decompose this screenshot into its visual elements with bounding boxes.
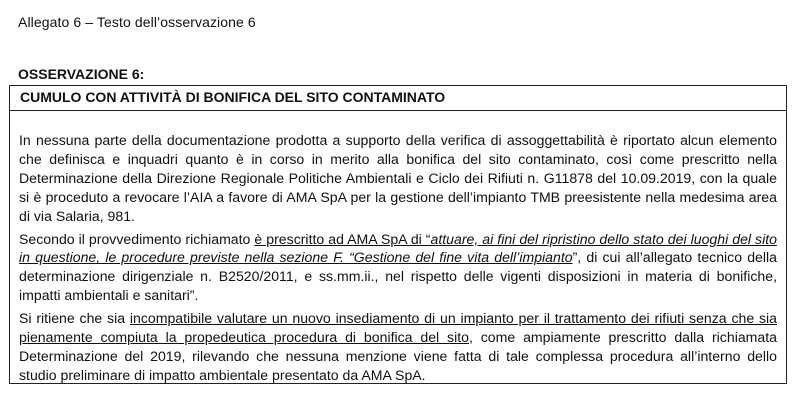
paragraph-2-underlined-text: è prescritto ad AMA SpA di “ [254,230,431,247]
paragraph-1: In nessuna parte della documentazione prodotta a supporto della verifica di assoggettabilità è riportato alcun elemento che definisca e inquadri quanto è in corso in merito alla bonifica del sito contaminato, così come prescritto nella Determinazione della Direzione Regionale Politiche Ambientali e Ciclo dei Rifiuti n. G11878 del 10.09.2019, con la quale si è proceduto a revocare l’AIA a favore di AMA SpA per la gestione dell’impianto TMB preesistente nella medesima area di via Salaria, 981. [19,132,777,224]
paragraph-2-intro: Secondo il provvedimento richiamato [19,230,255,247]
paragraph-2-quote: attuare, ai fini del ripristino dello stato dei luoghi del sito in questione, le procedure previste nella sezione F. “Gestione del fine vita dell’impianto [19,230,777,266]
paragraph-3-underlined: incompatibile valutare un nuovo insediamento di un impianto per il trattamento dei rifiuti senza che sia pienamente compiuta la propedeutica procedura di bonifica del sito [19,310,777,346]
paragraph-3 [19,309,777,385]
box-title: CUMULO CON ATTIVITÀ DI BONIFICA DEL SITO CONTAMINATO [20,89,446,105]
title-divider [10,110,786,111]
observation-body [19,131,777,389]
observation-title: OSSERVAZIONE 6: [18,66,145,82]
paragraph-3-intro: Si ritiene che sia [19,310,130,327]
attachment-header: Allegato 6 – Testo dell’osservazione 6 [18,14,256,30]
paragraph-2 [19,230,777,306]
paragraph-2-rest: ”, di cui all’allegato tecnico della determinazione dirigenziale n. B2520/2011, e ss.mm.ii., nel rispetto delle vigenti disposizioni in materia di bonifiche, impatti ambientali e sanitari”. [19,249,777,304]
observation-box [9,85,787,384]
paragraph-3-rest: , come ampiamente prescritto dalla richiamata Determinazione del 2019, rilevando che nessuna menzione viene fatta di tale complessa procedura all’interno dello studio preliminare di impatto ambientale presentato da AMA SpA. [19,329,777,383]
